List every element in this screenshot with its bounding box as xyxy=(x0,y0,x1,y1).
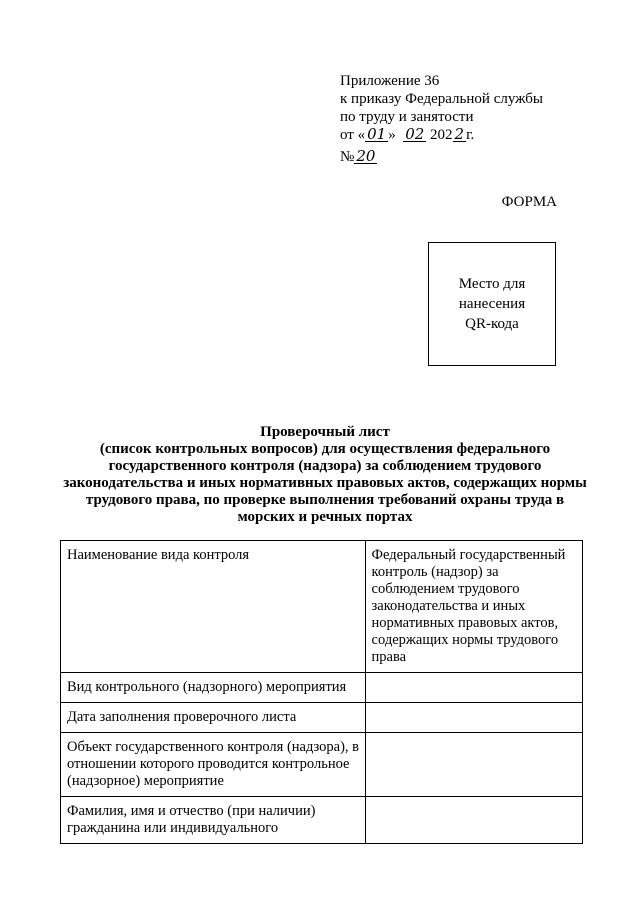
table-row xyxy=(61,673,583,703)
date-year-prefix: 202 xyxy=(430,127,453,143)
checklist-info-table xyxy=(60,540,583,844)
row-label: Наименование вида контроля xyxy=(61,541,366,673)
date-suffix: г. xyxy=(466,127,475,143)
title-line-5: трудового права, по проверке выполнения требований охраны труда в xyxy=(85,492,565,508)
qr-line-1: Место для xyxy=(458,276,526,292)
row-label: Дата заполнения проверочного листа xyxy=(61,703,366,733)
qr-line-3: QR-кода xyxy=(465,316,519,332)
date-mid: » xyxy=(388,127,396,143)
number-prefix: № xyxy=(340,149,355,165)
row-label: Фамилия, имя и отчество (при наличии) гражданина или индивидуального xyxy=(61,797,366,844)
date-prefix: от « xyxy=(340,127,366,143)
title-line-6: морских и речных портах xyxy=(237,509,413,525)
number-handwritten: 20 xyxy=(356,147,376,165)
table-row xyxy=(61,733,583,797)
qr-placeholder-box xyxy=(428,242,556,366)
appendix-date-line xyxy=(340,126,600,144)
appendix-number-line xyxy=(340,148,600,166)
title-line-1: Проверочный лист xyxy=(260,424,390,440)
table-row xyxy=(61,541,583,673)
document-title xyxy=(60,424,590,526)
appendix-header xyxy=(340,72,600,166)
table-row xyxy=(61,703,583,733)
date-day-handwritten: 01 xyxy=(367,125,387,143)
title-line-4: законодательства и иных нормативных правовых актов, содержащих нормы xyxy=(63,475,587,491)
row-value xyxy=(365,703,582,733)
row-label: Вид контрольного (надзорного) мероприятия xyxy=(61,673,366,703)
appendix-title: Приложение 36 xyxy=(340,73,440,89)
row-value xyxy=(365,797,582,844)
row-value xyxy=(365,733,582,797)
row-label: Объект государственного контроля (надзора), в отношении которого проводится контрольное (надзорное) мероприятие xyxy=(61,733,366,797)
table-row xyxy=(61,797,583,844)
form-label: ФОРМА xyxy=(501,194,557,210)
row-value xyxy=(365,673,582,703)
appendix-order-line: к приказу Федеральной службы xyxy=(340,91,544,107)
title-line-3: государственного контроля (надзора) за соблюдением трудового xyxy=(108,458,542,474)
date-month-handwritten: 02 xyxy=(405,125,425,143)
title-line-2: (список контрольных вопросов) для осуществления федерального xyxy=(99,441,551,457)
qr-line-2: нанесения xyxy=(458,296,526,312)
row-value: Федеральный государственный контроль (надзор) за соблюдением трудового законодательства и иных нормативных правовых актов, содержащих нормы трудового права xyxy=(365,541,582,673)
appendix-agency-line: по труду и занятости xyxy=(340,109,474,125)
date-year-handwritten: 2 xyxy=(454,125,465,143)
